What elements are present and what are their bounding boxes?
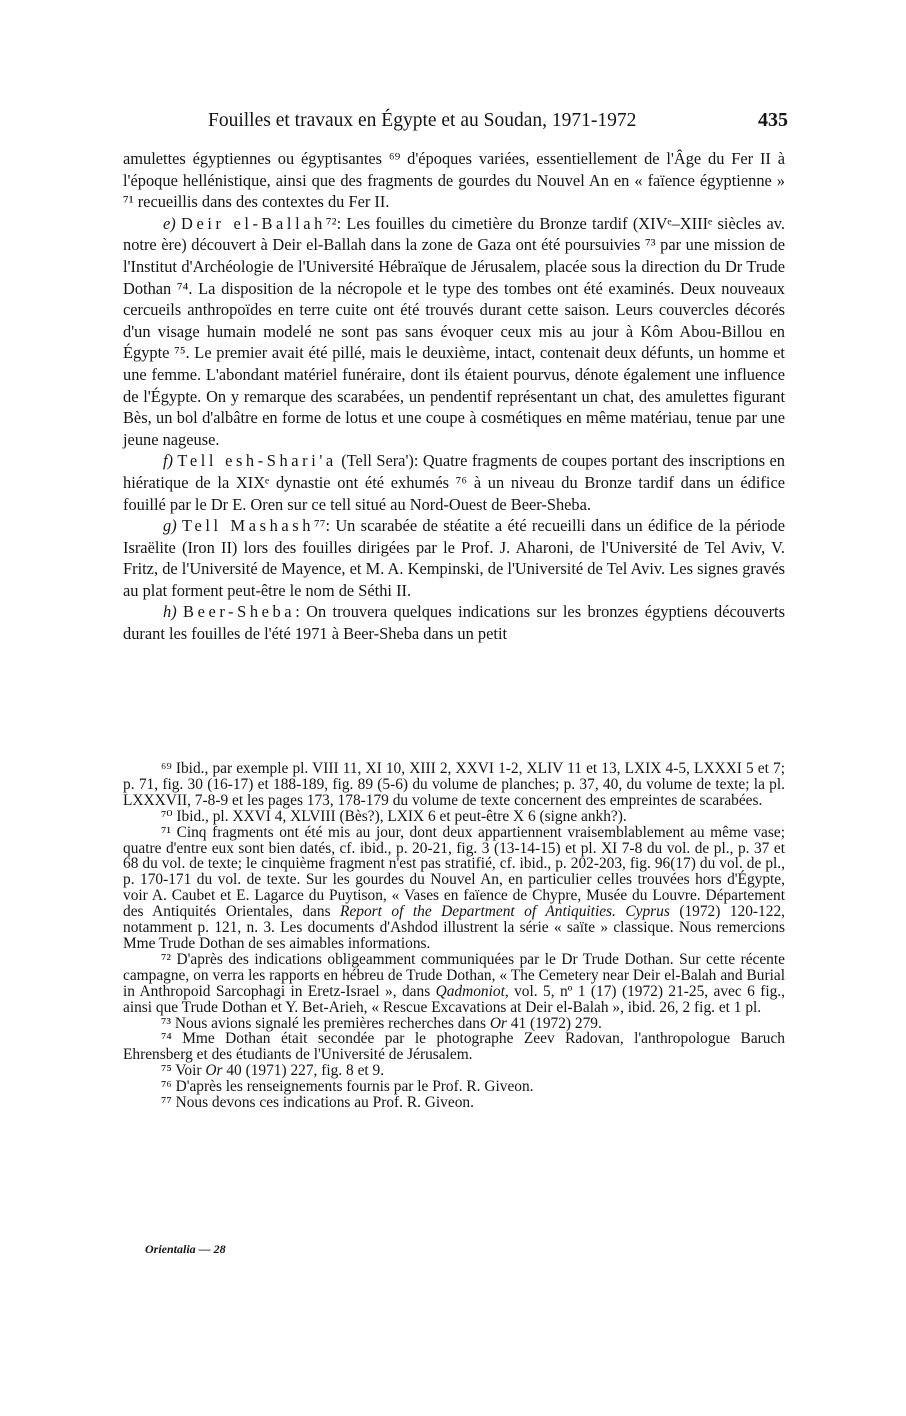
footnote-text: ⁷⁵ Voir	[161, 1062, 206, 1080]
footnote-71	[123, 825, 785, 952]
journal-title: Or	[205, 1062, 223, 1080]
section-letter: f)	[163, 451, 174, 471]
section-letter: e)	[163, 213, 176, 233]
journal-title: Qadmoniot	[435, 982, 505, 1000]
footnote-text: ⁷³ Nous avions signalé les premières recherches dans	[161, 1014, 490, 1032]
site-name: Tell esh-Shari'a	[177, 451, 337, 471]
journal-title: Or	[489, 1014, 507, 1032]
section-text: : Les fouilles du cimetière du Bronze tardif (XIVᵉ–XIIIᵉ siècles av. notre ère) découvert à Deir el-Ballah dans la zone de Gaza ont été poursuivies ⁷³ par une mission de l'Institut d'Archéologie de l'Université Hébraïque de Jérusalem, placée sous la direction du Dr Trude Dothan ⁷⁴. La disposition de la nécropole et le type des tombes ont été examinés. Deux nouveaux cercueils anthropoïdes en terre cuite ont été trouvés durant cette saison. Leurs couvercles décorés d'un visage humain modelé ne sont pas sans évoquer ceux mis au jour à Kôm Abou-Billou en Égypte ⁷⁵. Le premier avait été pillé, mais le deuxième, intact, contenait deux défunts, un homme et une femme. L'abondant matériel funéraire, dont ils étaient pourvus, dénote également une influence de l'Égypte. On y remarque des scarabées, un pendentif représentant un chat, des amulettes figurant Bès, un bol d'albâtre en forme de lotus et une coupe à cosmétiques en même matériau, tenue par une jeune nageuse.	[123, 213, 785, 449]
section-text: : Un scarabée de stéatite a été recueilli dans un édifice de la période Israëlite (Iron II) lors des fouilles dirigées par le Prof. J. Aharoni, de l'Université de Tel Aviv, V. Fritz, de l'Université de Mayence, et M. A. Kempinski, de l'Université de Tel Aviv. Les signes gravés au plat forment peut-être le nom de Séthi II.	[123, 516, 785, 600]
page-number: 435	[758, 109, 788, 131]
section-h-beer-sheba	[123, 601, 785, 644]
note-ref: ⁷²	[325, 213, 337, 233]
footnote-69: ⁶⁹ Ibid., par exemple pl. VIII 11, XI 10, XIII 2, XXVI 1-2, XLIV 11 et 13, LXIX 4-5, LXXXI 5 et 7; p. 71, fig. 30 (16-17) et 188-189, fig. 89 (5-6) du volume de planches; p. 37, 40, du volume de texte; la pl. LXXXVII, 7-8-9 et les pages 173, 178-179 du volume de texte concernent des empreintes de scarabées.	[123, 760, 785, 809]
site-name: Tell Mashash	[181, 516, 315, 536]
section-text: (Tell Sera'): Quatre fragments de coupes portant des inscriptions en hiératique de la XIXᵉ dynastie ont été exhumés ⁷⁶ à un niveau du Bronze tardif dans un édifice fouillé par le Dr E. Oren sur ce tell situé au Nord-Ouest de Beer-Sheba.	[123, 451, 785, 514]
section-letter: g)	[163, 516, 177, 536]
footnote-text: ⁷¹ Cinq fragments ont été mis au jour, dont deux appartiennent vraisemblablement au même vase; quatre d'entre eux sont bien datés, cf. ibid., p. 20-21, fig. 3 (13-14-15) et pl. XI 7-8 du vol. de pl., p. 37 et 68 du vol. de texte; le cinquième fragment n'est pas stratifié, cf. ibid., p. 202-203, fig. 96(17) du vol. de pl., p. 170-171 du vol. de texte. Sur les gourdes du Nouvel An, en particulier celles trouvées hors d'Égypte, voir A. Caubet et E. Lagarce du Puytison, « Vases en faïence de Chypre, Musée du Louvre. Département des Antiquités Orientales, dans	[123, 823, 785, 921]
footnote-text: 41 (1972) 279.	[506, 1014, 602, 1032]
footnote-text: (1972) 120-122, notamment p. 121, n. 3. Les documents d'Ashdod illustrent la série « saïte » classique. Nous remercions Mme Trude Dothan de ses aimables informations.	[123, 903, 785, 952]
section-letter: h)	[163, 602, 177, 622]
footnote-72	[123, 952, 785, 1016]
footnote-text: ⁷² D'après des indications obligeamment communiquées par le Dr Trude Dothan. Sur cette récente campagne, on verra les rapports en hébreu de Trude Dothan, « The Cemetery near Deir el-Balah and Burial in Anthropoid Sarcophagi in Eretz-Israel », dans	[123, 950, 785, 1000]
journal-signature: Orientalia — 28	[145, 1242, 226, 1256]
section-text: : On trouvera quelques indications sur les bronzes égyptiens découverts durant les fouilles de l'été 1971 à Beer-Sheba dans un petit	[123, 602, 785, 644]
footnote-70: ⁷⁰ Ibid., pl. XXVI 4, XLVIII (Bès?), LXIX 6 et peut-être X 6 (signe ankh?).	[161, 807, 627, 825]
paragraph-continuation: amulettes égyptiennes ou égyptisantes ⁶⁹ d'époques variées, essentiellement de l'Âge du Fer II à l'époque hellénistique, ainsi que des fragments de gourdes du Nouvel An en « faïence égyptienne » ⁷¹ recueillis dans des contextes du Fer II.	[123, 149, 785, 212]
footnote-74: ⁷⁴ Mme Dothan était secondée par le photographe Zeev Radovan, l'anthropologue Baruch Ehrensberg et des étudiants de l'Université de Jérusalem.	[123, 1030, 785, 1064]
footnotes	[123, 761, 785, 1111]
section-f-tell-esh-sharia	[123, 450, 785, 515]
section-e-deir-el-ballah	[123, 213, 785, 451]
running-header-title: Fouilles et travaux en Égypte et au Soudan, 1971-1972	[208, 110, 637, 131]
section-g-tell-mashash	[123, 515, 785, 601]
footnote-text: 40 (1971) 227, fig. 8 et 9.	[222, 1062, 385, 1080]
footnote-75	[123, 1063, 785, 1079]
body-text	[123, 148, 785, 645]
journal-title: Report of the Department of Antiquities. Cyprus	[340, 903, 670, 921]
note-ref: ⁷⁷	[314, 516, 326, 536]
footnote-77: ⁷⁷ Nous devons ces indications au Prof. R. Giveon.	[161, 1094, 474, 1112]
footnote-text: , vol. 5, nº 1 (17) (1972) 21-25, avec 6 fig., ainsi que Trude Dothan et Y. Bet-Arieh, « Rescue Excavations at Deir el-Balah », ibid. 26, 2 fig. et 1 pl.	[123, 982, 785, 1016]
footnote-76: ⁷⁶ D'après les renseignements fournis par le Prof. R. Giveon.	[161, 1078, 534, 1096]
site-name: Beer-Sheba	[183, 602, 296, 622]
site-name: Deir el-Ballah	[181, 213, 326, 233]
footnote-73	[123, 1016, 785, 1032]
